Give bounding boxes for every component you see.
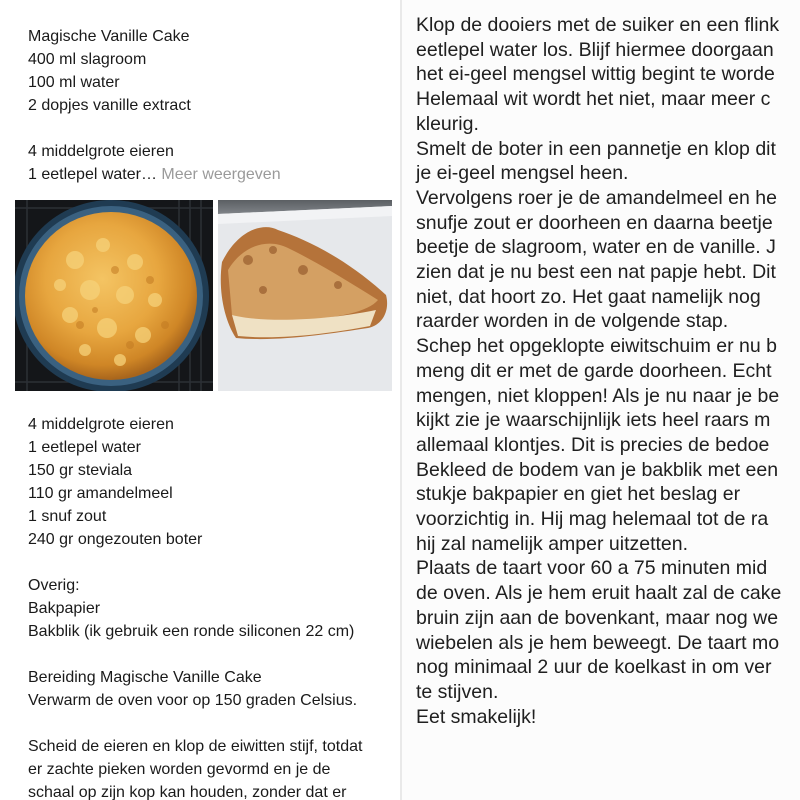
instruction-line: Plaats de taart voor 60 a 75 minuten mid bbox=[416, 557, 768, 580]
instruction-line: kleurig. bbox=[416, 112, 479, 135]
instruction-line: voorzichtig in. Hij mag helemaal tot de ra bbox=[416, 508, 769, 531]
instruction-line: allemaal klontjes. Dit is precies de bedoe bbox=[416, 433, 770, 456]
instruction-line: je ei-geel mengsel heen. bbox=[416, 162, 629, 185]
instruction-line: nog minimaal 2 uur de koelkast in om ver bbox=[416, 656, 772, 679]
ingredient-line: 400 ml slagroom bbox=[28, 51, 147, 68]
blank-line bbox=[28, 643, 362, 666]
instruction-line: Vervolgens roer je de amandelmeel en he bbox=[416, 186, 777, 209]
ingredient-line: 4 middelgrote eieren bbox=[28, 416, 174, 433]
cake-photo bbox=[15, 200, 213, 391]
instruction-line: snufje zout er doorheen en daarna beetje bbox=[416, 211, 773, 234]
instruction-line: Bekleed de bodem van je bakblik met een bbox=[416, 458, 779, 481]
instruction-line: Schep het opgeklopte eiwitschuim er nu b bbox=[416, 335, 777, 358]
recipe-title: Magische Vanille Cake bbox=[28, 28, 190, 45]
recipe-right-panel bbox=[402, 0, 800, 800]
instruction-line: beetje de slagroom, water en de vanille. J bbox=[416, 236, 776, 259]
ingredient-line: 100 ml water bbox=[28, 74, 120, 91]
instruction-line: stukje bakpapier en giet het beslag er bbox=[416, 483, 741, 506]
instruction-line: te stijven. bbox=[416, 680, 499, 703]
instruction-line: Smelt de boter in een pannetje en klop dit bbox=[416, 137, 776, 160]
instruction-line: niet, dat hoort zo. Het gaat namelijk nog bbox=[416, 285, 761, 308]
ingredient-line: 1 eetlepel water bbox=[28, 439, 141, 456]
instruction-line: hij zal namelijk amper uitzetten. bbox=[416, 532, 689, 555]
instruction-line: Eet smakelijk! bbox=[416, 705, 537, 728]
ingredient-line: 240 gr ongezouten boter bbox=[28, 531, 203, 548]
blank-line bbox=[28, 551, 362, 574]
recipe-intro bbox=[28, 25, 281, 186]
see-more-link[interactable]: Meer weergeven bbox=[161, 166, 281, 183]
instruction-line: Helemaal wit wordt het niet, maar meer c bbox=[416, 88, 771, 111]
instruction-line: wiebelen als je hem beweegt. De taart mo bbox=[416, 631, 780, 654]
instruction-line: de oven. Als je hem eruit haalt zal de cake bbox=[416, 582, 782, 605]
bereiding-line: schaal op zijn kop kan houden, zonder dat er bbox=[28, 784, 347, 800]
ingredient-line: 150 gr steviala bbox=[28, 462, 133, 479]
instruction-line: meng dit er met de garde doorheen. Echt bbox=[416, 359, 772, 382]
instruction-line: bruin zijn aan de bovenkant, maar nog we bbox=[416, 606, 779, 629]
overig-line: Bakpapier bbox=[28, 600, 101, 617]
ingredient-line: 4 middelgrote eieren bbox=[28, 143, 174, 160]
overig-heading: Overig: bbox=[28, 577, 80, 594]
bereiding-line: Verwarm de oven voor op 150 graden Celsius. bbox=[28, 692, 358, 709]
overig-line: Bakblik (ik gebruik een ronde siliconen 22 cm) bbox=[28, 623, 355, 640]
bereiding-heading: Bereiding Magische Vanille Cake bbox=[28, 669, 262, 686]
instruction-line: Klop de dooiers met de suiker en een flink bbox=[416, 14, 780, 36]
bereiding-line: Scheid de eieren en klop de eiwitten stijf, totdat bbox=[28, 738, 363, 755]
truncated-text: 1 eetlepel water… bbox=[28, 166, 157, 183]
blank-line bbox=[28, 712, 362, 735]
ingredient-line: 2 dopjes vanille extract bbox=[28, 97, 191, 114]
instruction-line: kijkt zie je waarschijnlijk iets heel raars m bbox=[416, 409, 771, 432]
bereiding-line: er zachte pieken worden gevormd en je de bbox=[28, 761, 331, 778]
instruction-line: raarder worden in de volgende stap. bbox=[416, 310, 729, 333]
truncated-line bbox=[28, 163, 281, 186]
instruction-line: het ei-geel mengsel wittig begint te worde bbox=[416, 63, 775, 86]
ingredients-list bbox=[28, 413, 362, 800]
instruction-line: eetlepel water los. Blijf hiermee doorgaan bbox=[416, 38, 774, 61]
instruction-line: mengen, niet kloppen! Als je nu naar je be bbox=[416, 384, 780, 407]
ingredient-line: 1 snuf zout bbox=[28, 508, 107, 525]
instruction-line: zien dat je nu best een nat papje hebt. Dit bbox=[416, 261, 776, 284]
blank-line bbox=[28, 117, 281, 140]
cake-slice-photo bbox=[218, 200, 392, 391]
ingredient-line: 110 gr amandelmeel bbox=[28, 485, 173, 502]
instructions-text bbox=[416, 13, 781, 729]
